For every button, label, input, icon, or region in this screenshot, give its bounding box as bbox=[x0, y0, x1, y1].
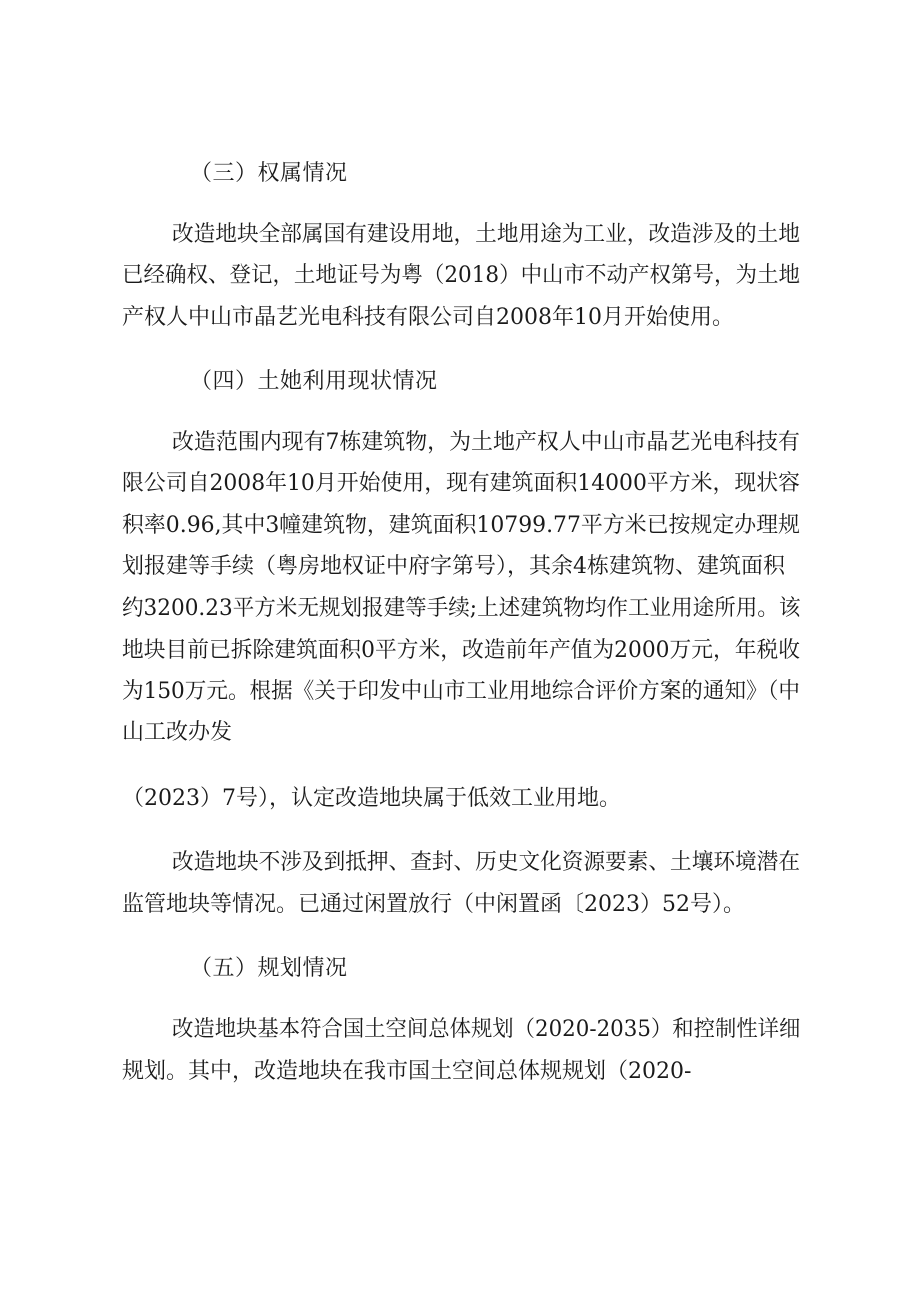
paragraph-line: 规划。其中，改造地块在我市国土空间总体规规划（2020- bbox=[122, 1059, 692, 1084]
paragraph-line: 约3200.23平方米无规划报建等手续;上述建筑物均作工业用途所用。该 bbox=[122, 596, 801, 621]
section-heading-planning: （五）规划情况 bbox=[190, 956, 348, 981]
paragraph-line: 限公司自2008年10月开始使用，现有建筑面积14000平方米，现状容 bbox=[122, 471, 800, 496]
paragraph-line: 监管地块等情况。已通过闲置放行（中闲置函〔2023）52号）。 bbox=[122, 892, 745, 917]
paragraph-line: 山工改办发 bbox=[122, 720, 233, 745]
paragraph-line: 改造地块不涉及到抵押、查封、历史文化资源要素、土壤环境潜在 bbox=[172, 850, 800, 875]
paragraph-line: 改造地块基本符合国土空间总体规划（2020-2035）和控制性详细 bbox=[172, 1017, 801, 1042]
paragraph-line: 划报建等手续（粤房地权证中府字第号），其余4栋建筑物、建筑面积 bbox=[122, 554, 785, 579]
paragraph-line: 为150万元。根据《关于印发中山市工业用地综合评价方案的通知》（中 bbox=[122, 679, 801, 704]
paragraph-line: 积率0.96,其中3幢建筑物，建筑面积10799.77平方米已按规定办理规 bbox=[122, 513, 800, 538]
paragraph-line: 产权人中山市晶艺光电科技有限公司自2008年10月开始使用。 bbox=[122, 305, 734, 330]
paragraph-line: （2023）7号），认定改造地块属于低效工业用地。 bbox=[122, 786, 621, 811]
paragraph-line: 改造地块全部属国有建设用地，土地用途为工业，改造涉及的土地 bbox=[172, 222, 800, 247]
paragraph-line: 改造范围内现有7栋建筑物，为土地产权人中山市晶艺光电科技有 bbox=[172, 430, 800, 455]
section-heading-ownership: （三）权属情况 bbox=[190, 161, 348, 186]
section-heading-land-use: （四）土她利用现状情况 bbox=[190, 369, 438, 394]
paragraph-line: 地块目前已拆除建筑面积0平方米，改造前年产值为2000万元，年税收 bbox=[122, 638, 800, 663]
paragraph-line: 已经确权、登记，土地证号为粤（2018）中山市不动产权第号，为土地 bbox=[122, 263, 800, 288]
